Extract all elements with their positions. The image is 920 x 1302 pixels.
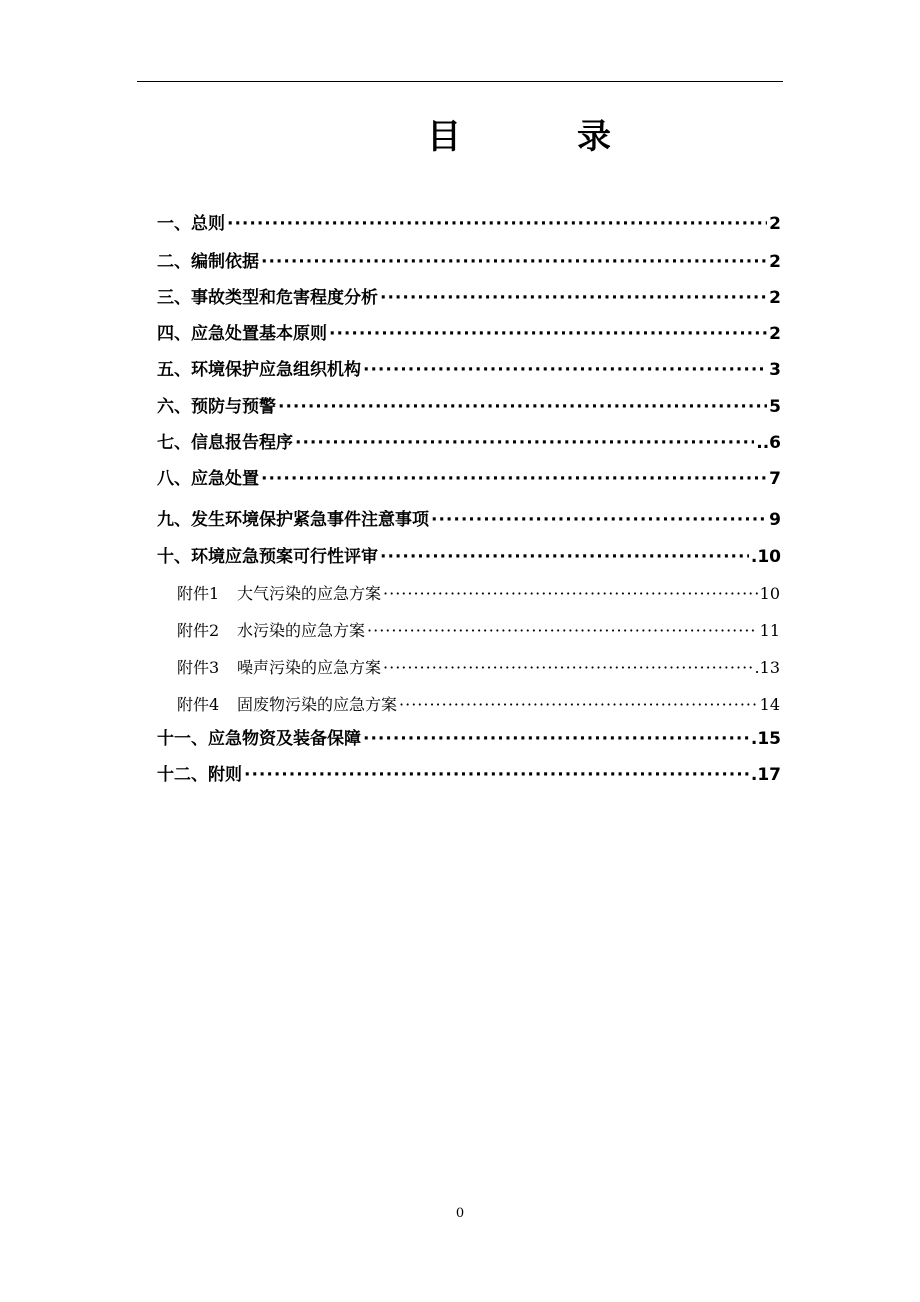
toc-leader-dots [380,544,749,570]
title-char-1: 目 [427,117,461,157]
toc-leader-dots [399,692,758,718]
toc-annex-entry[interactable] [177,618,780,644]
toc-entry-label: 十一、应急物资及装备保障 [157,729,361,749]
toc-entry-page: 11 [759,621,780,640]
toc-entry-page: 2 [769,214,781,234]
toc-entry[interactable] [157,357,781,383]
annex-number: 附件1 [177,584,220,603]
toc-leader-dots [363,726,749,752]
toc-entry[interactable] [157,249,781,275]
toc-entry-page: .17 [750,765,781,785]
annex-number: 附件4 [177,695,220,714]
toc-leader-dots [383,581,758,607]
toc-entry-page: ..6 [756,433,781,453]
toc-entry-page: 2 [769,324,781,344]
toc-leader-dots [363,357,767,383]
toc-entry-page: 5 [769,397,781,417]
toc-entry-label: 一、总则 [157,214,225,234]
toc-entry-page: 2 [769,252,781,272]
toc-entry[interactable] [157,466,781,492]
toc-entry-page: .15 [750,729,781,749]
toc-entry-label: 九、发生环境保护紧急事件注意事项 [157,510,429,530]
toc-entry-label: 八、应急处置 [157,469,259,489]
toc-entry[interactable] [157,285,781,311]
toc-entry-label: 六、预防与预警 [157,397,276,417]
toc-entry-page: 9 [769,510,781,530]
toc-entry-label: 十、环境应急预案可行性评审 [157,547,378,567]
toc-leader-dots [380,285,767,311]
header-rule [137,81,783,82]
toc-leader-dots [431,507,767,533]
toc-leader-dots [227,211,767,237]
annex-label: 大气污染的应急方案 [237,584,382,603]
annex-label: 水污染的应急方案 [237,621,366,640]
toc-entry[interactable] [157,211,781,237]
toc-leader-dots [278,394,767,420]
toc-entry-page: .13 [754,658,780,677]
toc-entry-page: 3 [769,360,781,380]
toc-leader-dots [367,618,758,644]
toc-entry-page: 7 [769,469,781,489]
toc-leader-dots [244,762,749,788]
toc-entry-page: .10 [750,547,781,567]
toc-entry-label: 五、环境保护应急组织机构 [157,360,361,380]
toc-entry[interactable] [157,726,781,752]
toc-leader-dots [261,466,767,492]
toc-entry-page: 2 [769,288,781,308]
toc-annex-entry[interactable] [177,655,780,681]
toc-entry[interactable] [157,544,781,570]
toc-entry-page: 14 [759,695,780,714]
toc-entry[interactable] [157,430,781,456]
toc-entry-label: 四、应急处置基本原则 [157,324,327,344]
toc-entry-label: 七、信息报告程序 [157,433,293,453]
toc-annex-entry[interactable] [177,692,780,718]
toc-entry-label: 二、编制依据 [157,252,259,272]
toc-entry[interactable] [157,394,781,420]
toc-entry[interactable] [157,321,781,347]
toc-entry-label: 三、事故类型和危害程度分析 [157,288,378,308]
toc-leader-dots [295,430,754,456]
annex-number: 附件2 [177,621,220,640]
toc-entry[interactable] [157,762,781,788]
toc-leader-dots [261,249,767,275]
toc-entry-page: 10 [759,584,780,603]
title-char-2: 录 [577,117,611,157]
page-number: 0 [455,1206,465,1221]
annex-number: 附件3 [177,658,220,677]
toc-leader-dots [329,321,767,347]
toc-annex-entry[interactable] [177,581,780,607]
toc-entry[interactable] [157,507,781,533]
page-title [0,112,920,162]
toc-entry-label: 十二、附则 [157,765,242,785]
annex-label: 噪声污染的应急方案 [237,658,382,677]
toc-leader-dots [383,655,753,681]
annex-label: 固废物污染的应急方案 [237,695,398,714]
